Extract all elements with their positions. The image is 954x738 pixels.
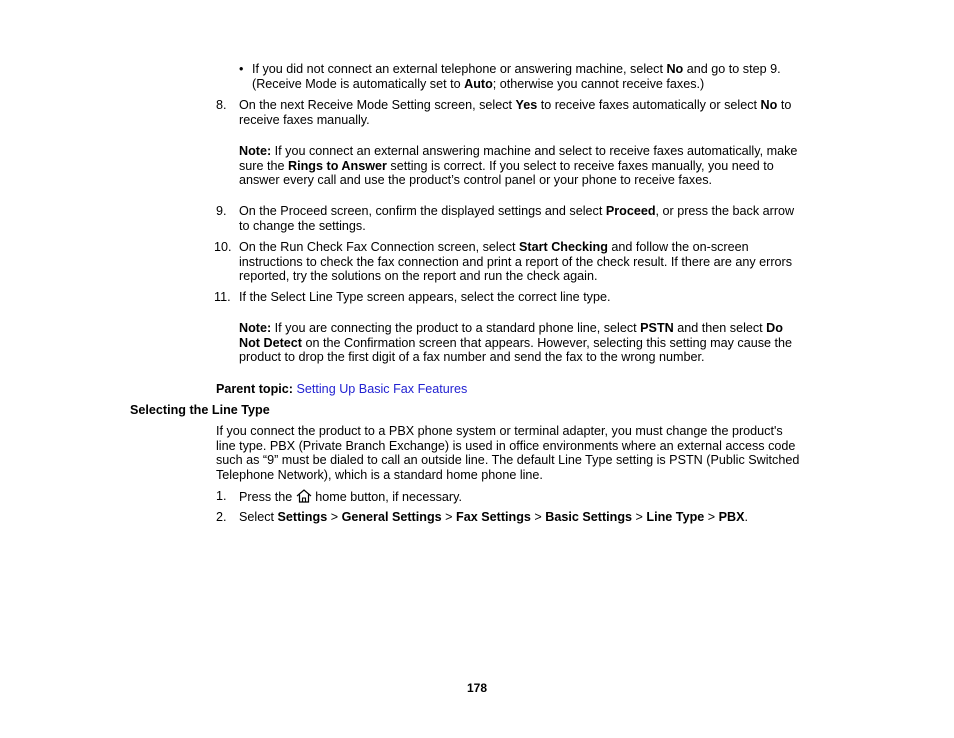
line-type-step-2-text: Select Settings > General Settings > Fax Settings > Basic Settings > Line Type > PBX. (239, 510, 749, 524)
line-type-step-2-number: 2. (216, 510, 227, 524)
step-8-number: 8. (216, 98, 227, 112)
parent-topic-link[interactable]: Setting Up Basic Fax Features (296, 382, 468, 396)
step-11-number: 11. (214, 290, 231, 304)
line-type-step-1-number: 1. (216, 489, 227, 503)
bullet-marker: • (239, 62, 244, 76)
home-icon (296, 489, 312, 503)
step-10-text: On the Run Check Fax Connection screen, select Start Checking and follow the on-screen instructions to check the fax connection and print a report of the check result. If there are any errors reported, try the solutions on the report and run the check again. (239, 240, 793, 284)
bullet-item (239, 62, 781, 91)
page-number: 178 (466, 681, 488, 695)
bullet-line-1: If you did not connect an external telephone or answering machine, select No and go to step 9. (252, 62, 781, 76)
section-paragraph: If you connect the product to a PBX phone system or terminal adapter, you must change the product's line type. PBX (Private Branch Exchange) is used in office environments where an external access code such as “9” must be dialed to call an outside line. The default Line Type setting is PSTN (Public Switched Telephone Network), which is a standard home phone line. (216, 424, 800, 482)
parent-topic: Parent topic: Setting Up Basic Fax Features (216, 382, 468, 396)
line-type-step-1-text: Press the home button, if necessary. (239, 490, 462, 504)
step-9-number: 9. (216, 204, 227, 218)
bullet-line-2: (Receive Mode is automatically set to Auto; otherwise you cannot receive faxes.) (252, 76, 705, 91)
step-9-text: On the Proceed screen, confirm the displayed settings and select Proceed, or press the back arrow to change the settings. (239, 204, 795, 233)
note-pstn: Note: If you are connecting the product to a standard phone line, select PSTN and then select Do Not Detect on the Confirmation screen that appears. However, selecting this setting may cause the product to drop the first digit of a fax number and send the fax to the wrong number. (239, 321, 793, 365)
step-8-text: On the next Receive Mode Setting screen, select Yes to receive faxes automatically or select No to receive faxes manually. (239, 98, 792, 127)
step-10-number: 10. (214, 240, 232, 254)
note-rings-to-answer: Note: If you connect an external answering machine and select to receive faxes automatically, make sure the Rings to Answer setting is correct. If you select to receive faxes manually, you need to answer every call and use the product’s control panel or your phone to receive faxes. (239, 144, 798, 188)
section-heading: Selecting the Line Type (130, 403, 270, 417)
step-11-text: If the Select Line Type screen appears, select the correct line type. (239, 290, 611, 304)
